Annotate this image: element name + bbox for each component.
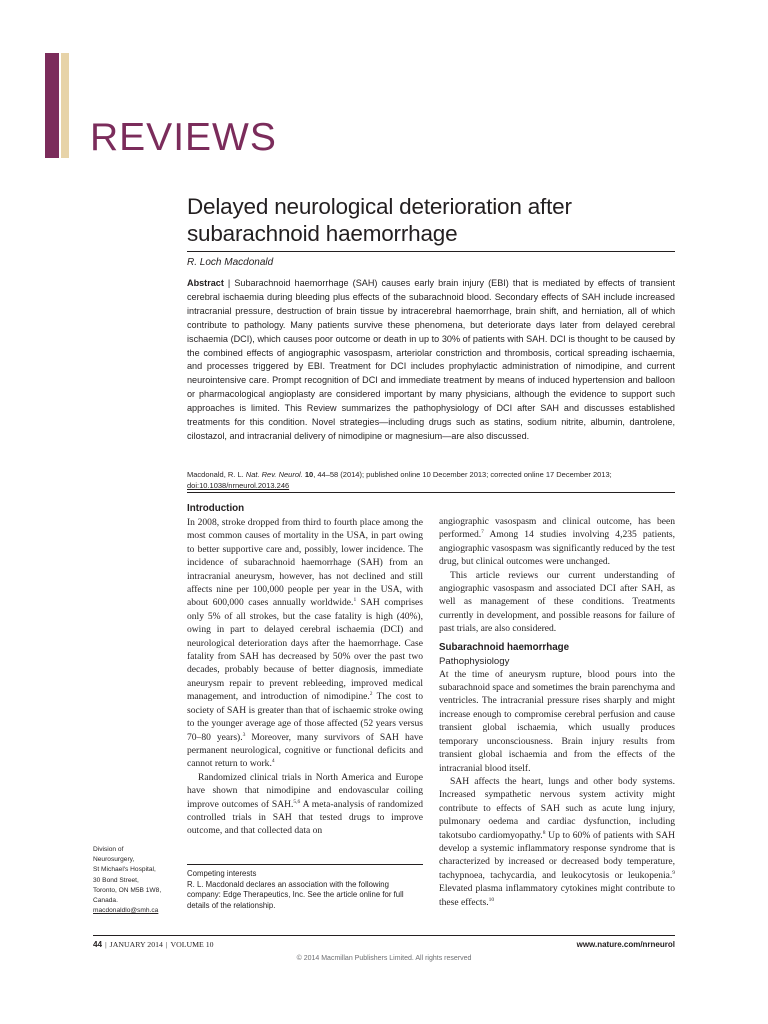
citation-volume: 10	[302, 470, 314, 479]
issue-date: JANUARY 2014	[109, 940, 163, 949]
footer-separator: |	[165, 940, 168, 949]
reference-9[interactable]: 9	[672, 869, 675, 876]
citation-authors: Macdonald, R. L.	[187, 470, 246, 479]
pathophysiology-paragraph-2: SAH affects the heart, lungs and other body systems. Increased sympathetic nervous system activity might contribute to effects of SAH such as acute lung injury, pulmonary oedema and cardiac dysfunction, including takotsubo cardiomyopathy.$^8$ Up to 60% of patients with SAH develop a systemic inflammatory response syndrome that is characterized by increased or decreased body temperature, tachypnoea, tachycardia, and leukocytosis or leukopenia.$^9$ Elevated plasma inflammatory cytokines might contribute to these effects.$^{10}$	[439, 775, 675, 908]
competing-interests-divider	[187, 864, 423, 865]
page-number: 44	[93, 940, 103, 949]
affiliation-line: Neurosurgery,	[93, 856, 135, 864]
abstract-text: Subarachnoid haemorrhage (SAH) causes early brain injury (EBI) that is mediated by effects of transient cerebral ischaemia during bleeding plus effects of the subarachnoid blood. Secondary effects of SAH include increased intracranial pressure, destruction of brain tissue by intracerebral haemorrhage, brain shift, and herniation, all of which contribute to pathology. Many patients survive these phenomena, but deteriorate days later from delayed cerebral ischaemia (DCI), which causes poor outcome or death in up to 30% of patients with SAH. DCI is thought to be caused by the combined effects of angiographic vasospasm, arteriolar constriction and thrombosis, cortical spreading ischaemia, and processes triggered by EBI. Treatment for DCI includes prophylactic administration of nimodipine, and current neurointensive care. Prompt recognition of DCI and immediate treatment by means of induced hypertension and balloon or pharmacological angioplasty are considered important by many physicians, although the evidence to support such approaches is limited. This Review summarizes the pathophysiology of DCI after SAH and discusses established treatments for this condition. Novel strategies—including drugs such as statins, sodium nitrite, albumin, dantrolene, cilostazol, and intracranial delivery of nimodipine or magnesium—are also discussed.	[187, 278, 675, 441]
body-column-left	[187, 502, 423, 838]
footer-separator: |	[105, 940, 107, 949]
article-title: Delayed neurological deterioration after subarachnoid haemorrhage	[187, 194, 572, 246]
reference-10[interactable]: 10	[488, 896, 495, 903]
author-affiliation	[93, 845, 173, 916]
reference-8[interactable]: 8	[542, 829, 546, 836]
citation-doi-link[interactable]: doi:10.1038/nrneurol.2013.246	[187, 481, 290, 490]
sah-heading: Subarachnoid haemorrhage	[439, 641, 570, 653]
author-email-link[interactable]: macdonaldlo@smh.ca	[93, 907, 159, 915]
affiliation-line: Division of	[93, 846, 124, 853]
affiliation-line: 30 Bond Street,	[93, 876, 139, 884]
title-divider	[187, 251, 675, 252]
reference-5-6[interactable]: 5,6	[293, 798, 301, 805]
pathophysiology-heading: Pathophysiology	[439, 655, 510, 667]
section-color-bar-accent	[61, 53, 69, 158]
reference-4[interactable]: 4	[271, 758, 275, 765]
introduction-paragraph-1: In 2008, stroke dropped from third to fourth place among the most common causes of mortality in the USA, in part owing to better supportive care and, possibly, lower incidence. The incidence of subarachnoid haemorrhage (SAH) from an intracranial aneurysm, however, has not declined and still affects nine per 100,000 people per year in the USA, with about 600,000 cases annually worldwide.$^1$ SAH comprises only 5% of all strokes, but the case fatality is high (40%), owing in part to delayed cerebral ischaemia (DCI) and neurological deterioration days after the haemorrhage. Case fatality from SAH has decreased by 50% over the past two decades, probably because of better diagnosis, immediate aneurysm repair to prevent rebleeding, improved medical management, and introduction of nimodipine.$^2$ The cost to society of SAH is greater than that of ischaemic stroke owing to the younger average age of those affected (52 years versus 70–80 years).$^3$ Moreover, many survivors of SAH have permanent neurological, cognitive or functional deficits and cannot return to work.$^4$	[187, 517, 423, 770]
competing-interests-heading: Competing interests	[187, 869, 257, 878]
abstract	[187, 277, 675, 444]
reference-2[interactable]: 2	[369, 691, 373, 698]
introduction-paragraph-2: Randomized clinical trials in North America and Europe have shown that nimodipine and endovascular coiling improve outcomes of SAH.$^{5,6}$ A meta-analysis of randomized controlled trials in SAH that tested drugs to improve outcome, and that collected data on	[187, 771, 423, 837]
pathophysiology-paragraph-1: At the time of aneurysm rupture, blood pours into the subarachnoid space and sometimes the brain parenchyma and ventricles. The intracranial pressure rises sharply and might increase enough to compromise cerebral perfusion and cause transient global ischaemia, which usually produces temporary unconsciousness. Brain injury results from transient global ischaemia and from the effects of the intracranial blood itself.	[439, 668, 675, 774]
abstract-separator: |	[223, 278, 235, 288]
abstract-label: Abstract	[187, 278, 224, 288]
affiliation-line: Canada.	[93, 897, 118, 905]
article-author: R. Loch Macdonald	[187, 257, 274, 268]
citation-details: , 44–58 (2014); published online 10 December 2013; corrected online 17 December 2013;	[313, 470, 612, 479]
section-label: REVIEWS	[90, 116, 277, 159]
reference-1[interactable]: 1	[353, 597, 357, 604]
affiliation-line: St Michael's Hospital,	[93, 866, 156, 874]
citation	[187, 469, 675, 491]
reference-3[interactable]: 3	[242, 731, 246, 738]
column-2-paragraph-1: angiographic vasospasm and clinical outcome, has been performed.$^7$ Among 14 studies involving 4,235 patients, angiographic vasospasm was significantly reduced by the test drug, but clinical outcomes were unchanged.	[439, 516, 675, 568]
journal-url-link[interactable]: www.nature.com/nrneurol	[576, 940, 675, 949]
competing-interests-text: R. L. Macdonald declares an association with the following company: Edge Therapeutics, Inc. See the article online for full details of the relationship.	[187, 879, 404, 910]
affiliation-line: Toronto, ON M5B 1W8,	[93, 886, 162, 894]
section-color-bar	[45, 53, 59, 158]
column-2-paragraph-2: This article reviews our current understanding of angiographic vasospasm and associated DCI after SAH, as well as management of these conditions. Treatments currently in development, and possible reasons for failure of past trials, are also considered.	[439, 569, 675, 635]
footer-left	[93, 940, 214, 950]
body-column-right	[439, 515, 675, 909]
footer-divider	[93, 935, 675, 936]
volume-number: VOLUME 10	[170, 940, 214, 949]
competing-interests	[187, 869, 423, 911]
citation-journal: Nat. Rev. Neurol.	[245, 470, 303, 479]
introduction-heading: Introduction	[187, 503, 245, 514]
citation-divider	[187, 492, 675, 493]
copyright-notice: © 2014 Macmillan Publishers Limited. All rights reserved	[296, 955, 472, 962]
reference-7[interactable]: 7	[481, 529, 484, 536]
